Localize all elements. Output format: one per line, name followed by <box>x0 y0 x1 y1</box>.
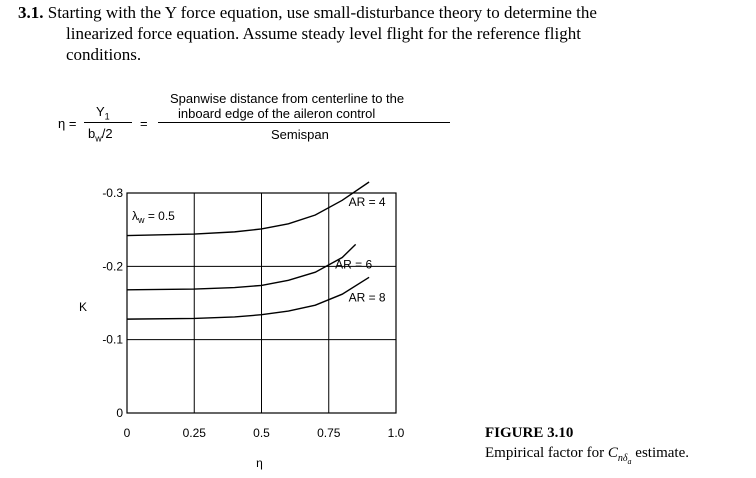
eta-definition-bottom: Semispan <box>271 127 329 142</box>
problem-line-2: linearized force equation. Assume steady level flight for the reference flight <box>66 24 581 43</box>
eta-symbol: η = <box>58 116 77 131</box>
chart-series <box>127 182 386 319</box>
problem-line-3: conditions. <box>66 45 142 64</box>
series-label-3: AR = 8 <box>348 290 386 305</box>
x-tick-label: 0.25 <box>182 426 206 440</box>
y-tick-label: 0 <box>116 406 123 420</box>
eta-numerator: $Y_1$ <box>96 104 110 122</box>
eta-definition-top-2: inboard edge of the aileron control <box>178 106 376 121</box>
y-axis-label: K <box>78 300 88 314</box>
x-tick-label: 0.5 <box>253 426 270 440</box>
lambda-annotation: $\lambda_w = 0.5$ <box>132 209 175 225</box>
problem-line-1: Starting with the Y force equation, use small-disturbance theory to determine the <box>47 3 597 22</box>
x-tick-label: 0.75 <box>317 426 341 440</box>
series-line-3 <box>127 277 369 319</box>
series-label-2: AR = 6 <box>335 257 373 272</box>
y-tick-label: -0.3 <box>102 186 123 200</box>
eta-denominator: $b_w/2$ <box>88 126 113 144</box>
eta-definition-top-1: Spanwise distance from centerline to the <box>170 91 405 106</box>
series-label-1: AR = 4 <box>348 195 386 209</box>
eta-equals: = <box>140 116 148 131</box>
x-tick-label: 0 <box>123 426 131 440</box>
y-tick-label: -0.2 <box>102 259 123 274</box>
x-axis-label: η <box>256 456 263 470</box>
figure-caption: Empirical factor for $C_{n\delta_a}$ estimate. <box>485 445 690 466</box>
y-tick-label: -0.1 <box>102 332 123 347</box>
chart-ticks <box>102 186 404 440</box>
x-tick-label: 1.0 <box>387 426 405 440</box>
series-line-2 <box>127 244 356 289</box>
figure-title: FIGURE 3.10 <box>485 425 574 441</box>
problem-number: 3.1. <box>18 3 44 22</box>
